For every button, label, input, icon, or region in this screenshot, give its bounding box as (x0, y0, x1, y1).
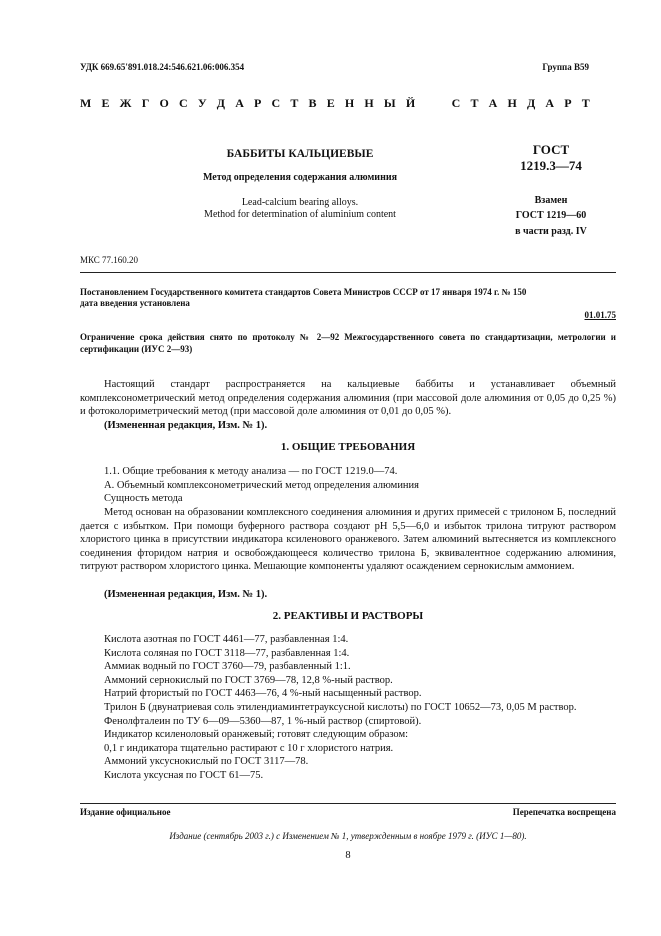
standard-subtitle: Метод определения содержания алюминия (202, 172, 397, 183)
interstate-letter: О (159, 96, 169, 110)
interstate-letter: Р (564, 96, 572, 110)
interstate-letter: Ы (383, 96, 396, 110)
interstate-letter: В (308, 96, 317, 110)
interstate-letter: Г (141, 96, 150, 110)
reagent-item: Фенолфталеин по ТУ 6—09—5360—87, 1 %-ный раствор (спиртовой). (104, 715, 422, 727)
interstate-letter: Ж (119, 96, 132, 110)
decree-line2: дата введения установлена (80, 298, 190, 308)
udk-code: УДК 669.65'891.018.24:546.621.06:006.354 (80, 62, 245, 72)
interstate-letter: Н (344, 96, 355, 110)
intro-paragraph: Настоящий стандарт распространяется на кальциевые баббиты и устанавливает объемный комплексонометрический метод определения содержания алюминия (при массовой доле алюминия от 0,05 до 0,25 %) и фотоколориметрический метод (при массовой доле алюминия от 0,01 до 0,05 %). (80, 379, 616, 418)
reagent-item: Аммиак водный по ГОСТ 3760—79, разбавленный 1:1. (104, 661, 351, 673)
reagent-item: Аммоний уксуснокислый по ГОСТ 3117—78. (104, 756, 309, 768)
interstate-letter: У (197, 96, 207, 110)
reagent-item: Натрий фтористый по ГОСТ 4463—76, 4 %-ный насыщенный раствор. (104, 688, 422, 700)
reagents-list (80, 633, 616, 783)
page-number: 8 (345, 850, 351, 861)
interstate-letter: Р (254, 96, 262, 110)
reagent-item: Кислота уксусная по ГОСТ 61—75. (104, 769, 264, 781)
reprint-prohibited-label: Перепечатка воспрещена (512, 807, 616, 817)
interstate-letter: А (235, 96, 244, 110)
mks-code: МКС 77.160.20 (80, 255, 139, 265)
interstate-letter (438, 96, 441, 111)
interstate-letter: Н (507, 96, 517, 110)
official-edition-label: Издание официальное (80, 807, 171, 817)
replaces-gost: ГОСТ 1219—60 (515, 210, 587, 221)
interstate-letter: М (80, 96, 92, 110)
section2-title: 2. РЕАКТИВЫ И РАСТВОРЫ (272, 610, 424, 622)
decree-line1: Постановлением Государственного комитета стандартов Совета Министров СССР от 17 января 1974 г. № 150 (80, 287, 527, 297)
reagent-item: 0,1 г индикатора тщательно растирают с 10 г хлористого натрия. (104, 742, 394, 754)
section1-clause-1-1: 1.1. Общие требования к методу анализа — по ГОСТ 1219.0—74. (104, 466, 398, 477)
interstate-standard-heading (80, 96, 590, 111)
interstate-letter: С (178, 96, 188, 110)
interstate-letter: Т (290, 96, 299, 110)
restriction-note: Ограничение срока действия снято по протоколу № 2—92 Межгосударственного совета по стандартизации, метрологии и сертификации (ИУС 2—93) (80, 332, 616, 354)
english-title-line1: Lead-calcium bearing alloys. (241, 197, 359, 208)
english-title-line2: Method for determination of aluminium content (204, 209, 396, 220)
interstate-letter: Д (526, 96, 536, 110)
effective-date: 01.01.75 (584, 310, 616, 320)
interstate-letter (425, 96, 428, 111)
reagent-item: Трилон Б (двунатриевая соль этилендиаминтетрауксусной кислоты) по ГОСТ 10652—73, 0,05 М раствор. (104, 701, 577, 713)
replaces-label: Взамен (534, 195, 568, 206)
gost-number: 1219.3—74 (520, 158, 582, 173)
interstate-letter: С (451, 96, 461, 110)
group-code: Группа В59 (542, 62, 589, 72)
standard-title: БАББИТЫ КАЛЬЦИЕВЫЕ (226, 148, 374, 160)
interstate-letter: А (488, 96, 498, 110)
gost-label: ГОСТ (532, 142, 570, 157)
reagent-item: Индикатор ксиленоловый оранжевый; готовят следующим образом: (104, 729, 409, 741)
section1-edition-note: (Измененная редакция, Изм. № 1). (104, 589, 268, 600)
interstate-letter: Е (326, 96, 335, 110)
interstate-letter: Н (364, 96, 374, 110)
reagent-item: Кислота соляная по ГОСТ 3118—77, разбавленная 1:4. (104, 647, 350, 659)
section1-method-description: Метод основан на образовании комплексного соединения алюминия и других примесей с трилоном Б, последний дается с избытком. При помощи буферного раствора создают рН 5,5—6,0 и избыток трилона титруют раствором хлористого цинка в присутствии индикатора ксиленового оранжевого. Затем алюминий вытесняется из комплексного соединения фторидом натрия и освобождающееся количество трилона Б, эквивалентное содержанию алюминия, титруют раствором хлористого цинка. Мешающие компоненты удаляют осаждением сернокислым аммонием. (80, 507, 616, 573)
interstate-letter: Т (470, 96, 479, 110)
intro-edition-note: (Измененная редакция, Изм. № 1). (104, 420, 268, 431)
section1-method-essence: Сущность метода (104, 493, 183, 504)
edition-history-note: Издание (сентябрь 2003 г.) с Изменением № 1, утвержденным в ноябре 1979 г. (ИУС 1—80). (169, 831, 527, 841)
section1-title: 1. ОБЩИЕ ТРЕБОВАНИЯ (280, 441, 416, 453)
replaces-part: в части разд. IV (515, 226, 587, 237)
header-divider (80, 272, 616, 273)
footer-divider (80, 803, 616, 804)
interstate-letter: Й (405, 96, 416, 110)
interstate-letter: Д (216, 96, 226, 110)
interstate-letter: А (545, 96, 555, 110)
interstate-letter: Е (101, 96, 110, 110)
reagent-item: Кислота азотная по ГОСТ 4461—77, разбавленная 1:4. (104, 634, 349, 645)
section1-method-a: А. Объемный комплексонометрический метод определения алюминия (104, 480, 420, 491)
reagent-item: Аммоний сернокислый по ГОСТ 3769—78, 12,8 %-ный раствор. (104, 674, 393, 686)
interstate-letter: С (271, 96, 281, 110)
interstate-letter: Т (581, 96, 590, 110)
